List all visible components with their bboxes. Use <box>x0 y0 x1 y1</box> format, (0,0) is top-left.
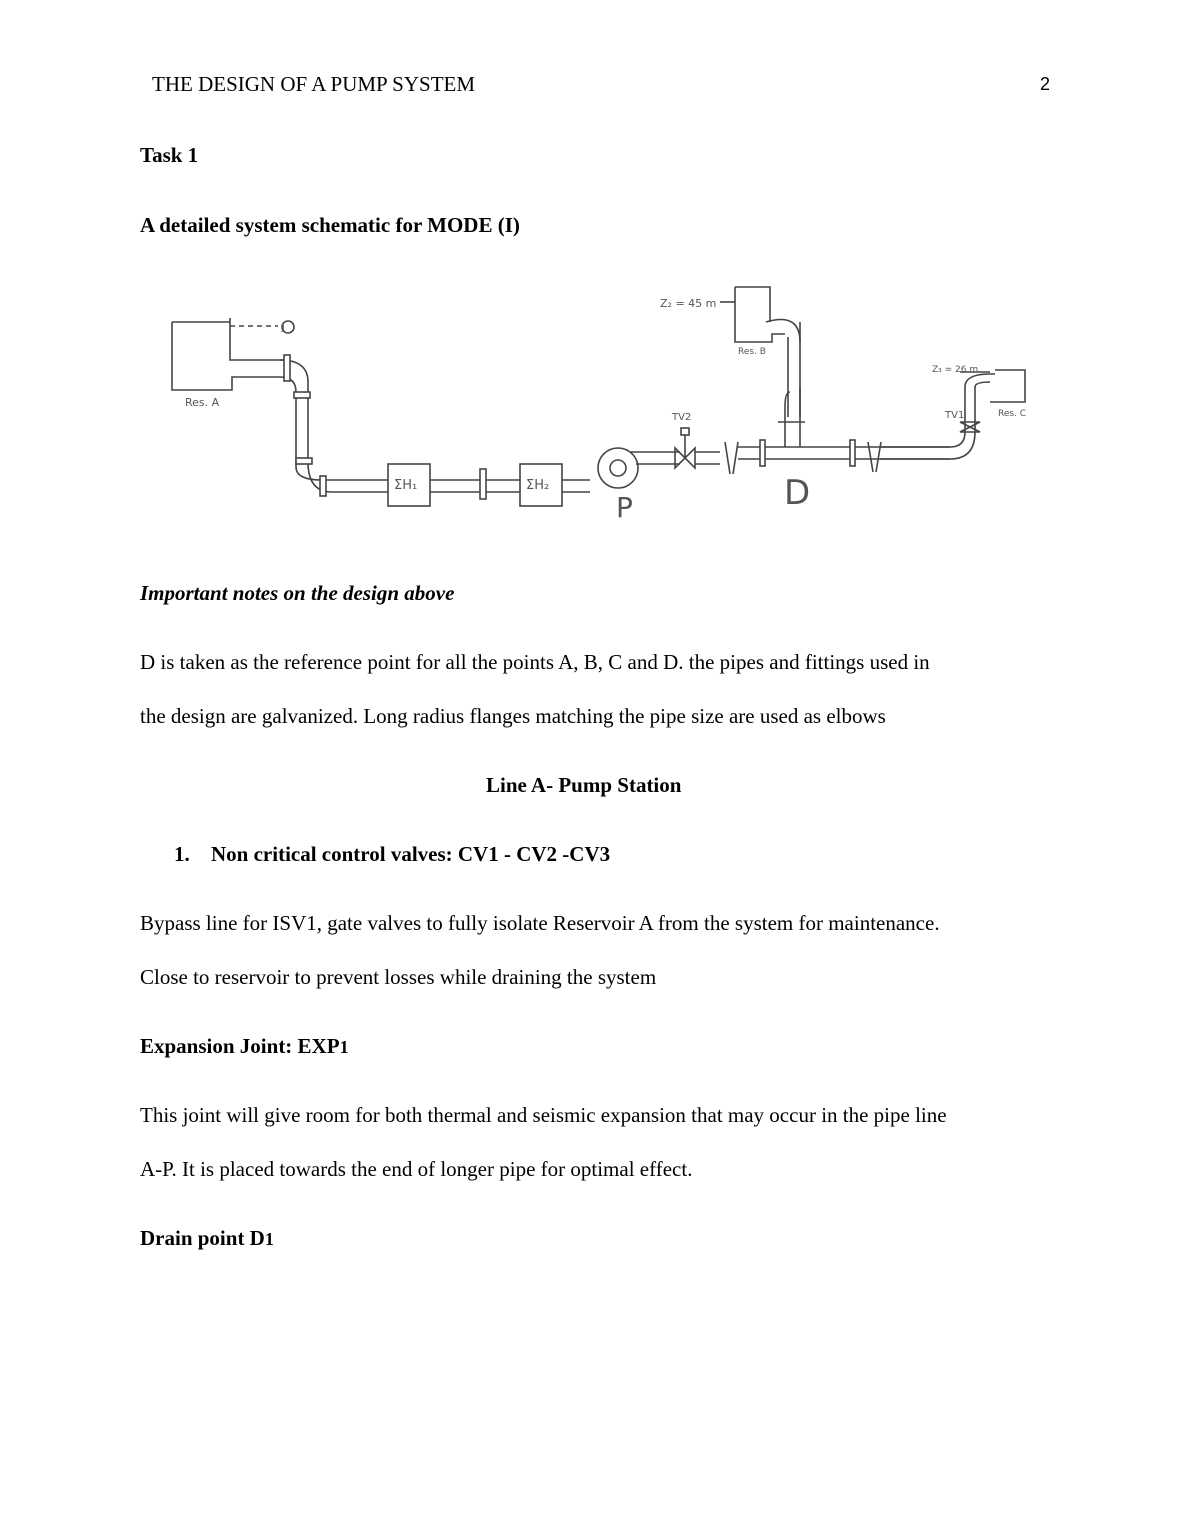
expansion-heading-suffix: 1 <box>339 1037 349 1057</box>
page-number: 2 <box>1040 74 1051 94</box>
flange-2 <box>294 392 310 398</box>
flange-4 <box>320 476 326 496</box>
expansion-paragraph-line-2: A-P. It is placed towards the end of longer pipe for optimal effect. <box>140 1157 693 1181</box>
tv1-valve <box>960 422 980 432</box>
tv1-label: TV1 <box>945 410 965 421</box>
schematic-heading: A detailed system schematic for MODE (I) <box>140 213 520 237</box>
pipe-h2-pump <box>562 480 590 492</box>
section-heading: Line A- Pump Station <box>486 773 682 797</box>
list-item-text: Non critical control valves: CV1 - CV2 -CV3 <box>211 842 611 866</box>
drain-heading-main: Drain point D <box>140 1226 265 1250</box>
z-b-label: Z₂ = 45 m <box>660 297 717 310</box>
tv2-label: TV2 <box>672 412 692 423</box>
main-line-d <box>738 447 950 459</box>
reservoir-a-outline <box>172 322 280 390</box>
junction-label: D <box>784 473 811 513</box>
flange-3 <box>296 458 312 464</box>
flange-6 <box>760 440 765 466</box>
break-mark-1 <box>725 442 738 474</box>
sum-h1-label: ΣH₁ <box>394 478 418 493</box>
tv2-handle <box>681 428 689 435</box>
flange-5 <box>480 469 486 499</box>
reservoir-c-outline <box>990 370 1025 402</box>
drain-point-heading <box>140 1226 274 1251</box>
pipe-tv2-d <box>695 452 720 464</box>
riser-to-b <box>788 322 800 417</box>
reservoir-b-top <box>735 287 770 322</box>
list-item-number: 1. <box>174 842 190 866</box>
flange-7 <box>850 440 855 466</box>
res-c-label: Res. C <box>998 409 1027 419</box>
pump-casing <box>598 448 638 488</box>
res-a-label: Res. A <box>185 396 220 409</box>
reservoir-b-outline <box>735 287 785 342</box>
notes-paragraph-line-2: the design are galvanized. Long radius flanges matching the pipe size are used as elbows <box>140 704 886 728</box>
riser-elbow <box>766 320 800 343</box>
expansion-joint-heading <box>140 1034 349 1059</box>
notes-paragraph-line-1: D is taken as the reference point for all the points A, B, C and D. the pipes and fittings used in <box>140 650 930 674</box>
reservoir-a-right-wall <box>230 318 285 360</box>
drain-heading-suffix: 1 <box>264 1229 274 1249</box>
z-c-label: Z₃ = 26 m <box>932 365 979 375</box>
res-b-label: Res. B <box>738 347 766 357</box>
flange-1 <box>284 355 290 381</box>
notes-heading: Important notes on the design above <box>140 581 455 605</box>
pipe-h1-h2 <box>430 480 520 492</box>
elbow-to-c <box>965 374 995 387</box>
bypass-paragraph-line-1: Bypass line for ISV1, gate valves to fully isolate Reservoir A from the system for maintenance. <box>140 911 940 935</box>
pump-label: P <box>616 491 633 524</box>
running-title: THE DESIGN OF A PUMP SYSTEM <box>152 72 476 96</box>
expansion-paragraph-line-1: This joint will give room for both thermal and seismic expansion that may occur in the pipe line <box>140 1103 947 1127</box>
sum-h2-label: ΣH₂ <box>526 478 550 493</box>
expansion-heading-main: Expansion Joint: EXP <box>140 1034 340 1058</box>
task-heading: Task 1 <box>140 143 199 167</box>
bypass-paragraph-line-2: Close to reservoir to prevent losses while draining the system <box>140 965 657 989</box>
point-1-label: 1 <box>280 324 287 335</box>
pump-system-schematic <box>160 282 1040 527</box>
